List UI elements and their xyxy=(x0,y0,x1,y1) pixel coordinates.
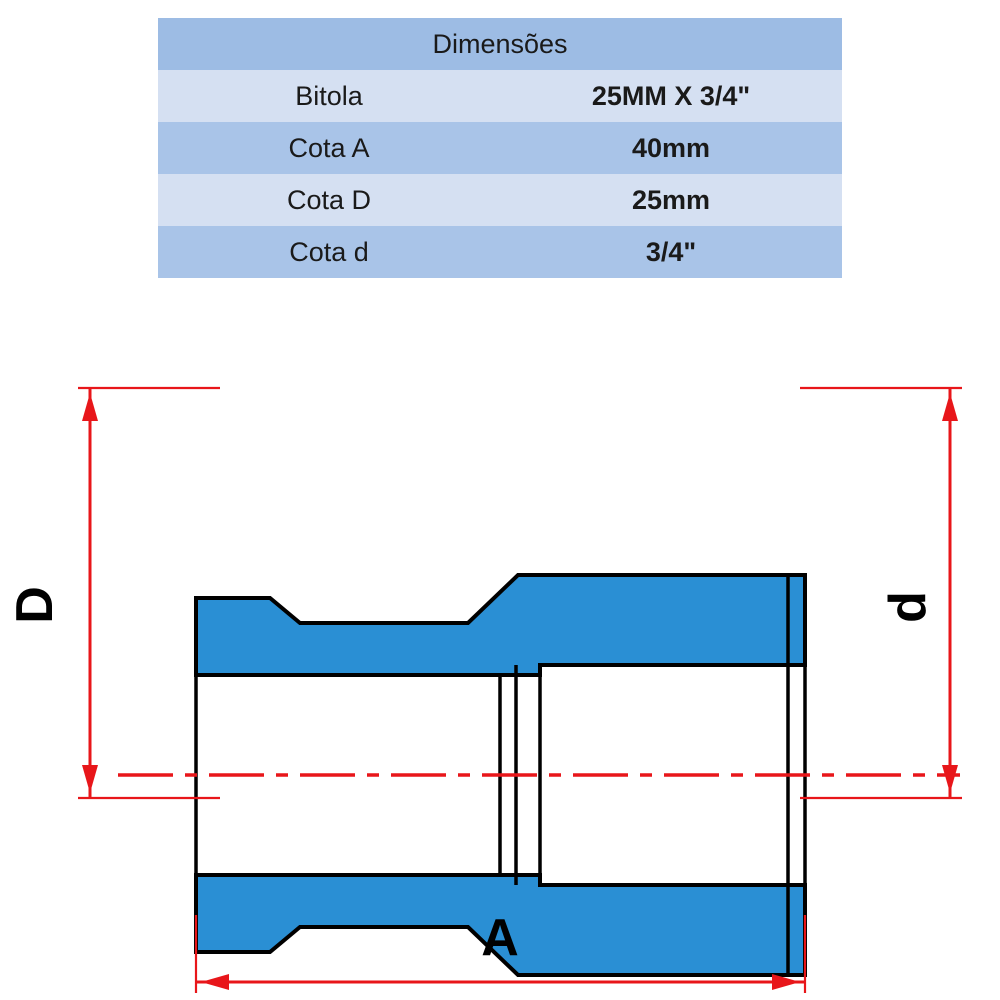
table-row xyxy=(158,226,842,278)
label-diameter-dd: d xyxy=(879,591,937,623)
row-value: 40mm xyxy=(500,122,842,174)
row-label: Cota D xyxy=(158,174,500,226)
row-label: Bitola xyxy=(158,70,500,122)
table-header-row xyxy=(158,18,842,70)
arrowhead-d-top xyxy=(82,393,98,421)
label-diameter-d: D xyxy=(6,586,64,624)
dimensions-table xyxy=(158,18,842,278)
arrowhead-dd-bottom xyxy=(942,765,958,793)
row-value: 3/4" xyxy=(500,226,842,278)
table-title: Dimensões xyxy=(158,18,842,70)
label-length-a: A xyxy=(481,909,519,967)
row-label: Cota A xyxy=(158,122,500,174)
table-row xyxy=(158,174,842,226)
table-row xyxy=(158,70,842,122)
body-top-profile xyxy=(196,575,805,675)
row-label: Cota d xyxy=(158,226,500,278)
arrowhead-dd-top xyxy=(942,393,958,421)
arrowhead-a-left xyxy=(201,974,229,990)
row-value: 25mm xyxy=(500,174,842,226)
arrowhead-d-bottom xyxy=(82,765,98,793)
technical-drawing xyxy=(0,275,1000,1000)
table-row xyxy=(158,122,842,174)
row-value: 25MM X 3/4" xyxy=(500,70,842,122)
